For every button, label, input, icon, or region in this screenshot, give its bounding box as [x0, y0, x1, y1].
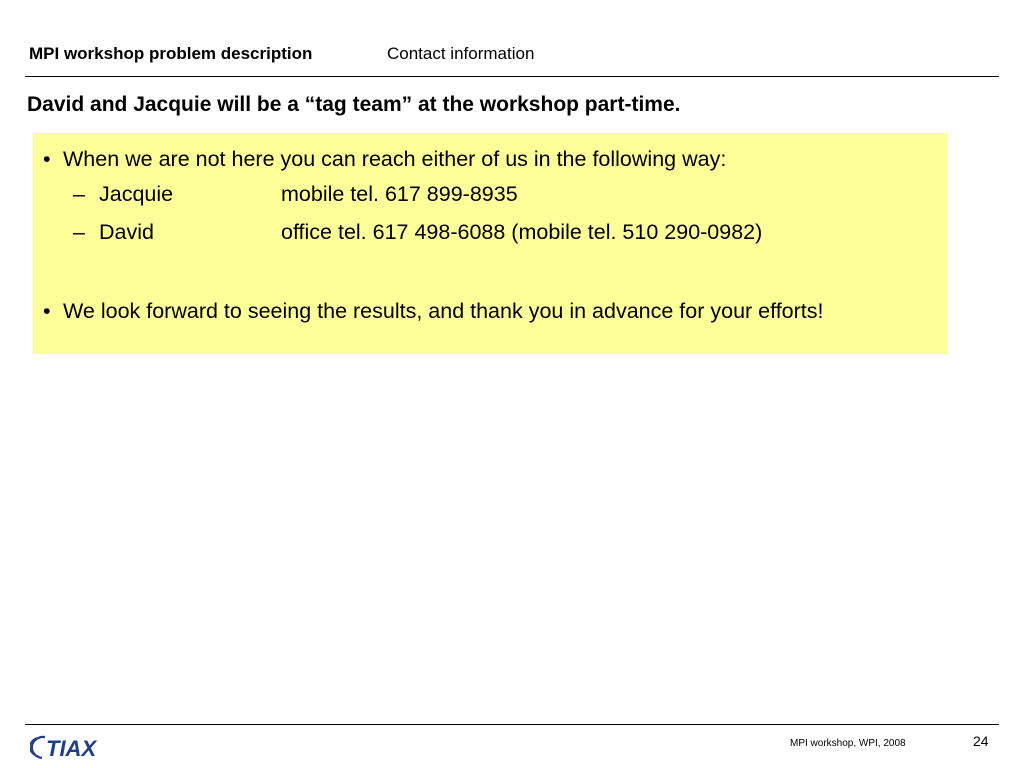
highlight-box: [33, 133, 948, 354]
bullet-text: We look forward to seeing the results, and thank you in advance for your efforts!: [63, 299, 824, 323]
page-number: 24: [973, 733, 989, 749]
contact-phone: office tel. 617 498-6088 (mobile tel. 510 290-0982): [281, 220, 763, 244]
slide-title: David and Jacquie will be a “tag team” at the workshop part-time.: [27, 93, 681, 116]
contact-phone: mobile tel. 617 899-8935: [281, 182, 518, 206]
dash-icon: –: [73, 220, 85, 244]
contact-name: Jacquie: [99, 182, 174, 206]
slide-header: [29, 44, 535, 64]
bullet-icon: •: [43, 147, 51, 171]
bullet-icon: •: [43, 299, 51, 323]
logo-text: TIAX: [46, 736, 97, 761]
tiax-logo: [30, 733, 126, 761]
bullet-text: When we are not here you can reach either of us in the following way:: [63, 147, 727, 171]
footer-divider: [25, 724, 999, 725]
dash-icon: –: [73, 182, 85, 206]
section-title: MPI workshop problem description: [29, 44, 313, 63]
topic-title: Contact information: [387, 44, 535, 63]
contact-name: David: [99, 220, 154, 244]
header-divider: [25, 76, 999, 77]
footer-text: MPI workshop, WPI, 2008: [790, 738, 906, 749]
